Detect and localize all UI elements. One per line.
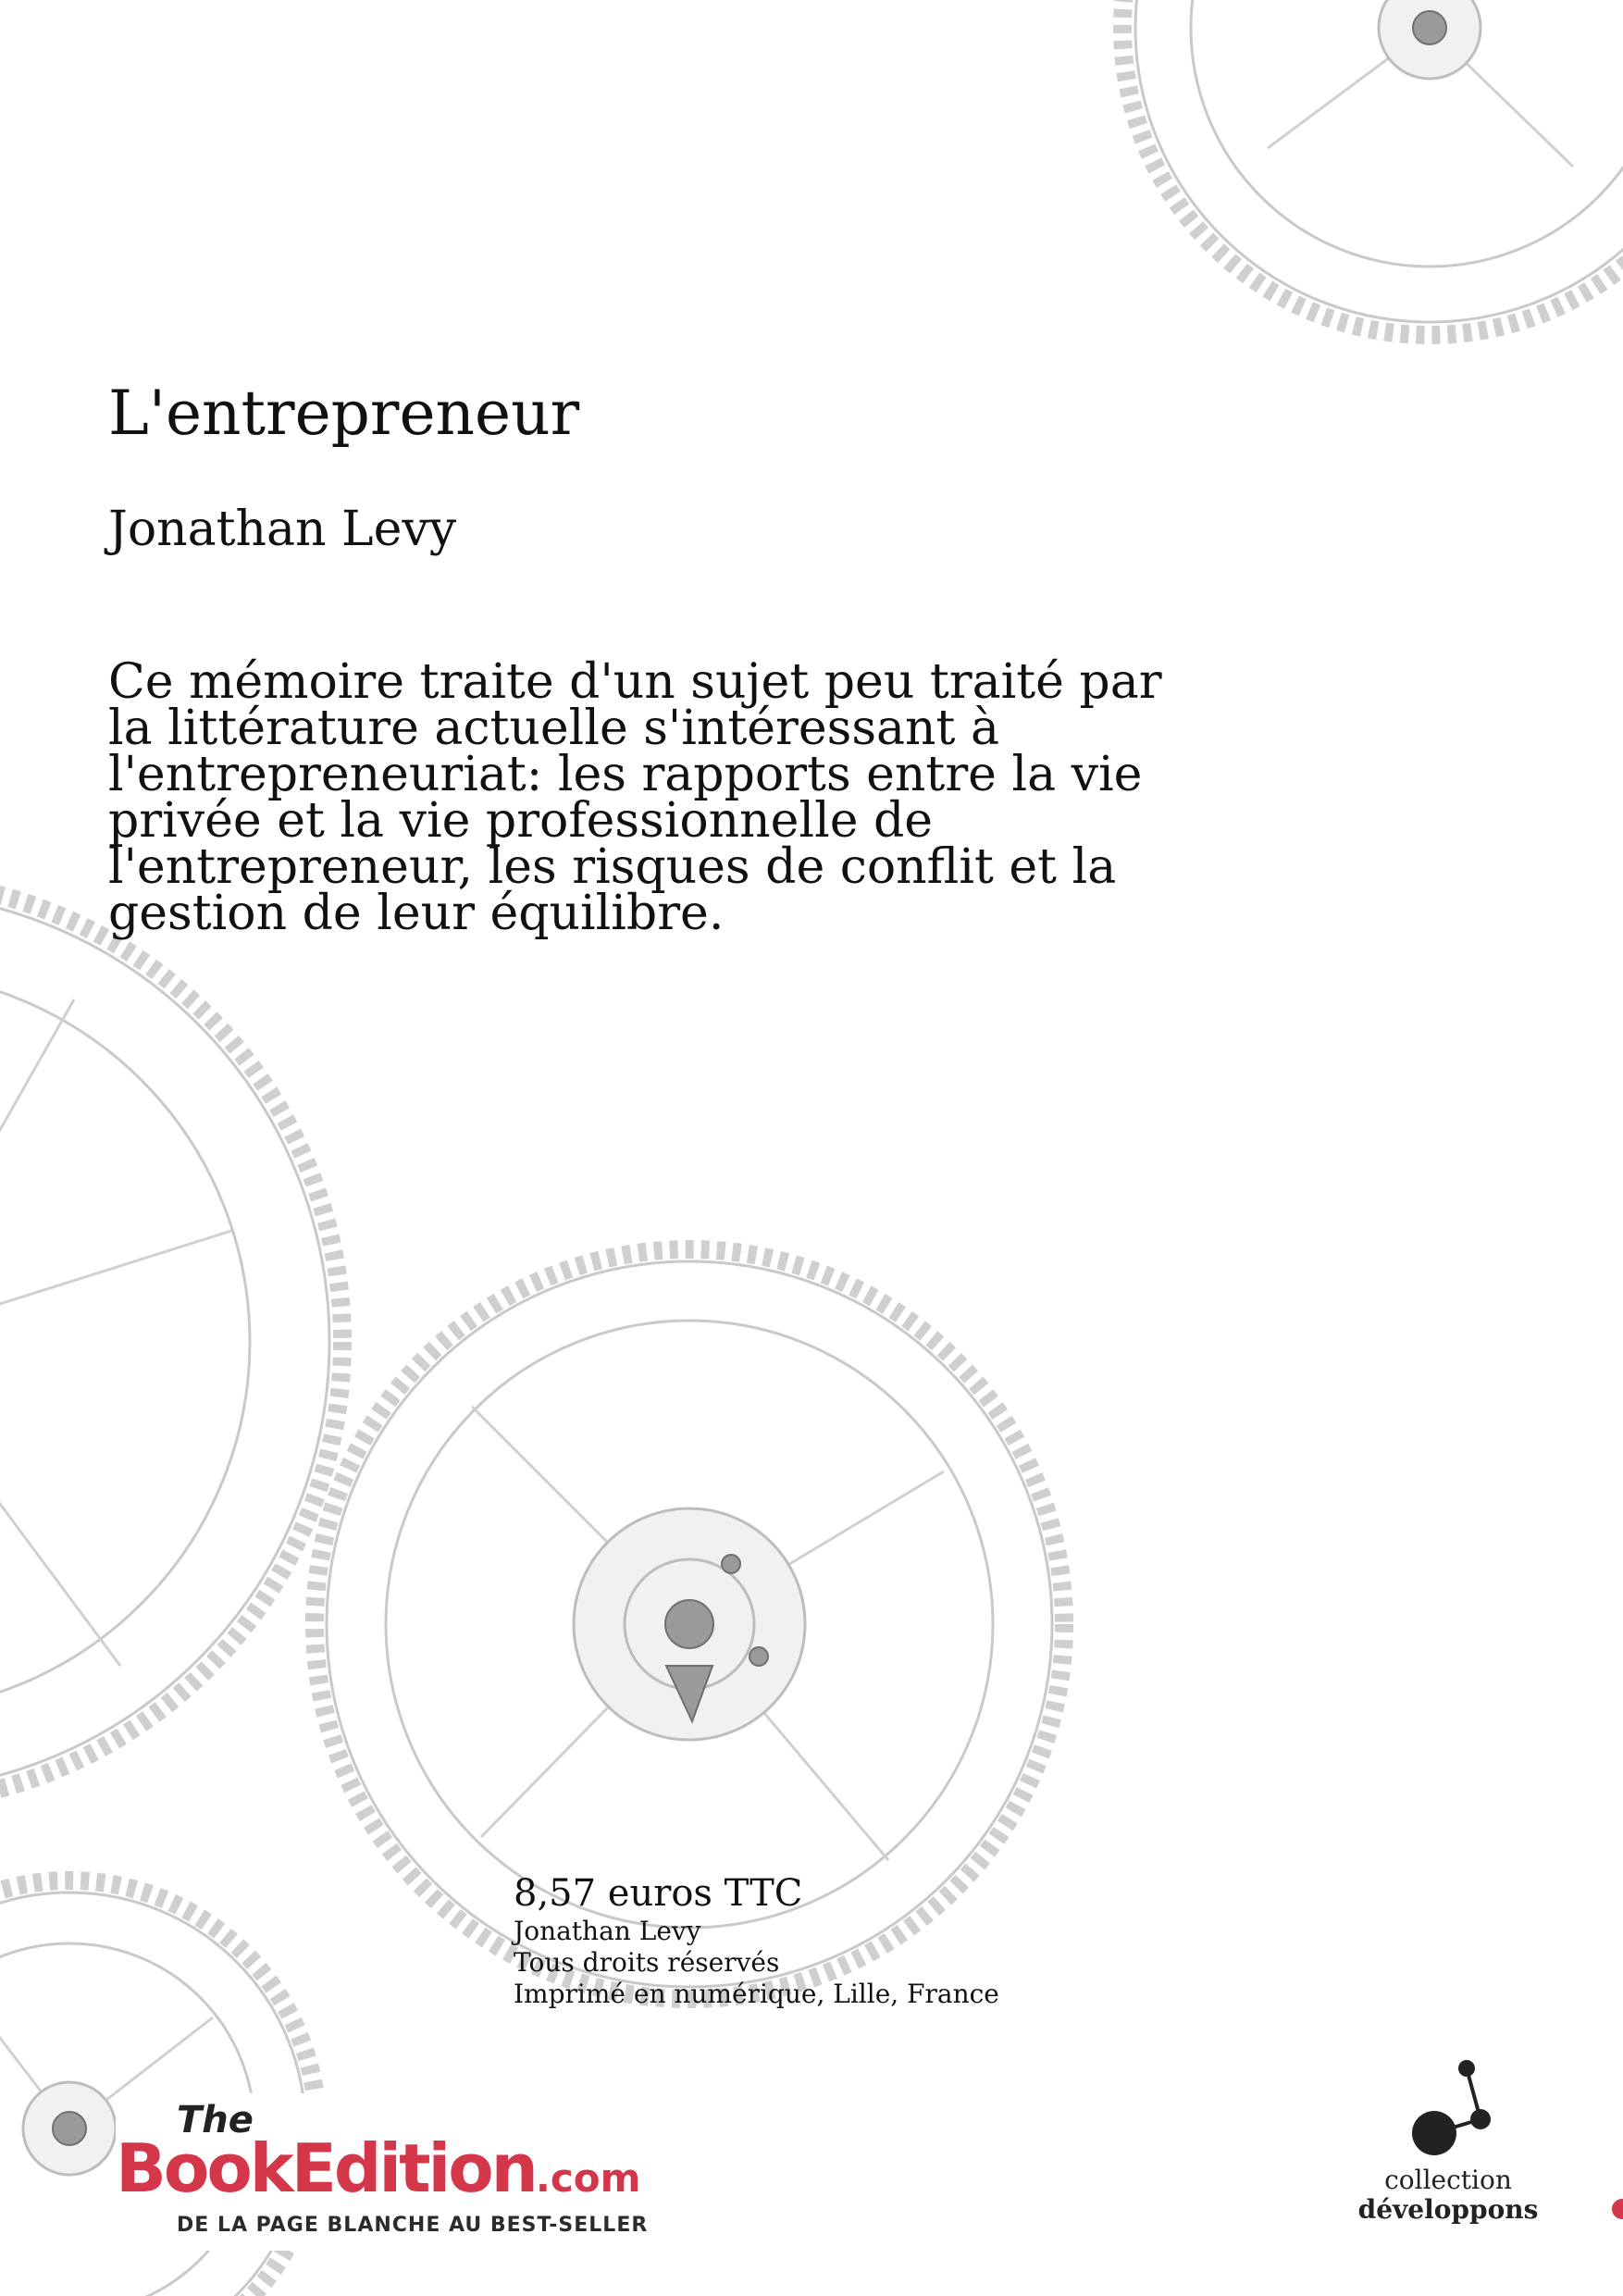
book-title: L'entrepreneur (108, 378, 580, 449)
publisher-logo-tld: .com (535, 2155, 641, 2201)
price: 8,57 euros TTC (514, 1872, 803, 1915)
book-author: Jonathan Levy (108, 502, 457, 557)
molecule-icon (1393, 2054, 1504, 2166)
publisher-logo (116, 2093, 649, 2251)
publisher-tagline: DE LA PAGE BLANCHE AU BEST-SELLER (177, 2214, 649, 2237)
rights-notice: Tous droits réservés (514, 1947, 780, 1978)
publisher-logo-wordmark (116, 2130, 640, 2216)
book-summary: Ce mémoire traite d'un sujet peu traité par la littérature actuelle s'intéressant à l'entrepreneuriat: les rapports entre la vie privée et la vie professionnelle de l'entrepreneur, les risques de conflit et la gestion de leur équilibre. (108, 654, 1162, 941)
print-location: Imprimé en numérique, Lille, France (514, 1979, 999, 2009)
imprint-author: Jonathan Levy (514, 1916, 701, 1946)
publisher-logo-name: BookEdition (116, 2129, 536, 2207)
collection-name: développons (1357, 2194, 1539, 2225)
imprint-block (514, 1871, 999, 2010)
gear-left-large (0, 879, 342, 1805)
publisher-logo-the: The (177, 2099, 254, 2141)
gear-top-right (1122, 0, 1623, 335)
collection-label: collection (1384, 2165, 1512, 2195)
collection-mark (1342, 2054, 1555, 2225)
